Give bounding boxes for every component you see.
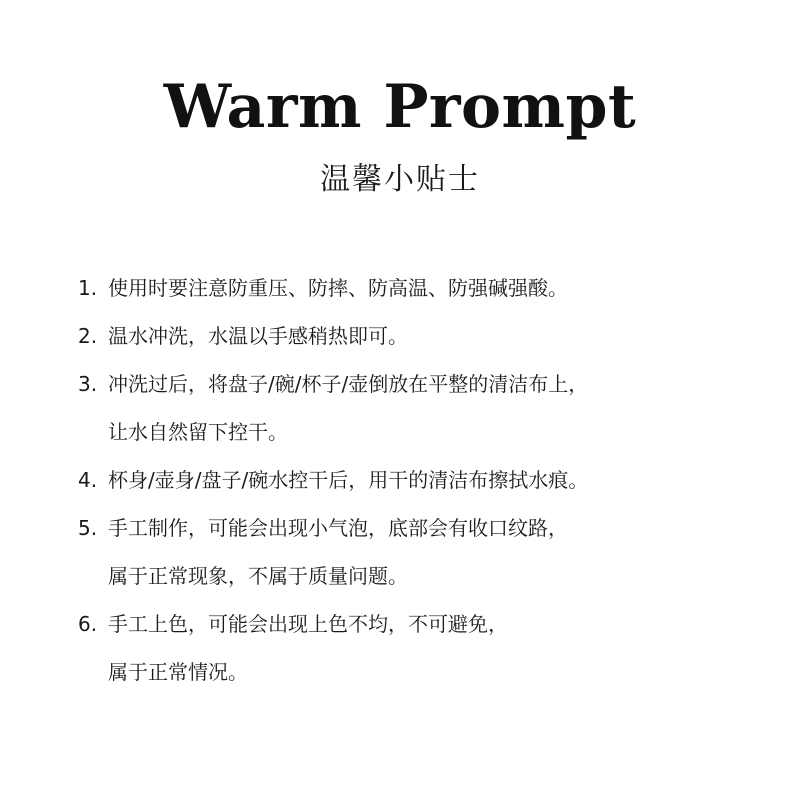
tip-line-continued: 属于正常情况。 <box>108 660 248 684</box>
page-subtitle: 温馨小贴士 <box>320 162 480 197</box>
tip-line <box>78 456 778 504</box>
tip-text: 温水冲洗，水温以手感稍热即可。 <box>108 324 408 348</box>
tip-item <box>78 264 778 312</box>
tip-line <box>78 600 778 648</box>
tip-number: 1. <box>78 276 98 300</box>
tip-item <box>78 504 778 600</box>
page-title: Warm Prompt <box>163 72 637 142</box>
tip-line-continued: 让水自然留下控干。 <box>108 420 288 444</box>
tip-number: 3. <box>78 372 98 396</box>
tip-text: 使用时要注意防重压、防摔、防高温、防强碱强酸。 <box>108 276 568 300</box>
tip-item <box>78 456 778 504</box>
tip-text: 冲洗过后，将盘子/碗/杯子/壶倒放在平整的清洁布上， <box>108 372 589 396</box>
tips-list <box>78 264 778 696</box>
tip-item <box>78 600 778 696</box>
tip-number: 5. <box>78 516 98 540</box>
tip-line <box>78 312 778 360</box>
tip-text: 杯身/壶身/盘子/碗水控干后，用干的清洁布擦拭水痕。 <box>108 468 589 492</box>
tip-text: 手工上色，可能会出现上色不均，不可避免， <box>108 612 508 636</box>
tip-number: 6. <box>78 612 98 636</box>
tip-number: 2. <box>78 324 98 348</box>
tip-number: 4. <box>78 468 98 492</box>
tip-item <box>78 312 778 360</box>
tip-line-continued: 属于正常现象，不属于质量问题。 <box>108 564 408 588</box>
tip-line <box>78 360 778 408</box>
tip-item <box>78 360 778 456</box>
tip-line <box>78 264 778 312</box>
tip-line <box>78 504 778 552</box>
tip-text: 手工制作，可能会出现小气泡，底部会有收口纹路， <box>108 516 568 540</box>
